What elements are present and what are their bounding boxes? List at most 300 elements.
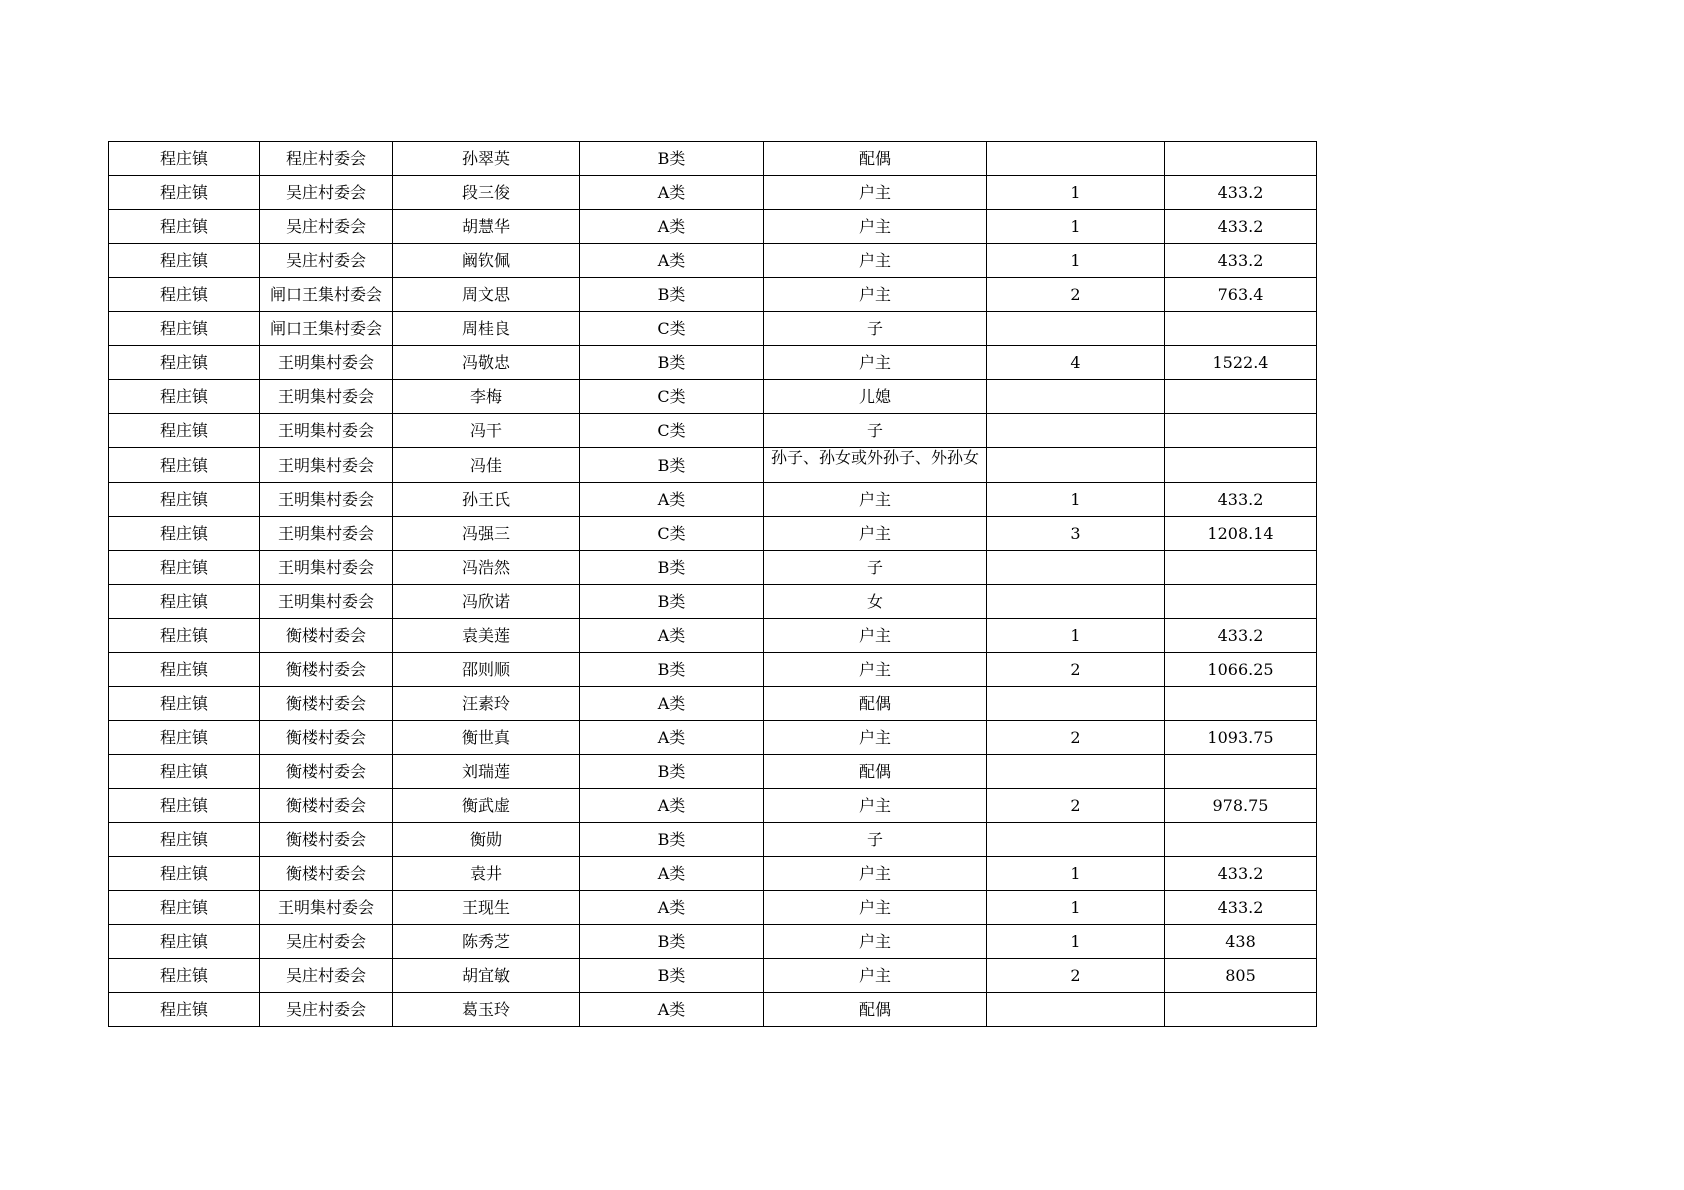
category-cell	[580, 244, 764, 278]
category-cell	[580, 959, 764, 993]
table-row	[109, 380, 1317, 414]
household-size-cell	[987, 789, 1165, 823]
town-text: 程庄镇	[159, 490, 208, 509]
relation-text: 子	[866, 830, 883, 849]
table-row	[109, 993, 1317, 1027]
household-size-text: 2	[1070, 285, 1081, 304]
amount-cell	[1165, 517, 1317, 551]
name-text: 衡世真	[461, 728, 510, 747]
name-text: 段三俊	[461, 183, 510, 202]
table-row	[109, 551, 1317, 585]
town-cell	[109, 346, 260, 380]
category-cell	[580, 585, 764, 619]
table-row	[109, 891, 1317, 925]
category-text: A类	[657, 796, 686, 815]
category-cell	[580, 789, 764, 823]
name-cell	[393, 517, 580, 551]
relation-cell	[764, 380, 987, 414]
town-cell	[109, 244, 260, 278]
name-cell	[393, 448, 580, 483]
table-row	[109, 483, 1317, 517]
amount-cell	[1165, 312, 1317, 346]
category-cell	[580, 517, 764, 551]
relation-cell	[764, 857, 987, 891]
village-cell	[260, 244, 393, 278]
village-text: 衡楼村委会	[285, 830, 366, 849]
amount-cell	[1165, 721, 1317, 755]
village-cell	[260, 993, 393, 1027]
category-cell	[580, 312, 764, 346]
relation-cell	[764, 517, 987, 551]
table-row	[109, 448, 1317, 483]
household-size-cell	[987, 210, 1165, 244]
table-row	[109, 517, 1317, 551]
name-text: 冯欣诺	[461, 592, 510, 611]
relation-text: 户主	[858, 217, 891, 236]
town-text: 程庄镇	[159, 558, 208, 577]
category-text: B类	[657, 149, 686, 168]
household-size-text: 1	[1070, 626, 1081, 645]
name-cell	[393, 176, 580, 210]
relation-cell	[764, 142, 987, 176]
name-text: 衡勋	[469, 830, 502, 849]
amount-text: 805	[1225, 966, 1256, 985]
name-cell	[393, 483, 580, 517]
household-size-cell	[987, 959, 1165, 993]
amount-text: 433.2	[1217, 898, 1264, 917]
household-size-text: 1	[1070, 490, 1081, 509]
village-cell	[260, 448, 393, 483]
amount-cell	[1165, 414, 1317, 448]
name-text: 冯浩然	[461, 558, 510, 577]
household-size-cell	[987, 483, 1165, 517]
relation-text: 配偶	[858, 694, 891, 713]
village-text: 衡楼村委会	[285, 626, 366, 645]
name-cell	[393, 721, 580, 755]
amount-cell	[1165, 380, 1317, 414]
relation-text: 户主	[858, 524, 891, 543]
village-text: 闸口王集村委会	[269, 285, 382, 304]
category-cell	[580, 891, 764, 925]
household-size-text: 1	[1070, 864, 1081, 883]
village-text: 王明集村委会	[277, 898, 374, 917]
relation-cell	[764, 789, 987, 823]
town-cell	[109, 891, 260, 925]
town-cell	[109, 925, 260, 959]
category-text: B类	[657, 455, 686, 475]
town-cell	[109, 857, 260, 891]
town-cell	[109, 721, 260, 755]
relation-cell	[764, 551, 987, 585]
name-cell	[393, 244, 580, 278]
village-text: 吴庄村委会	[285, 251, 366, 270]
amount-cell	[1165, 959, 1317, 993]
village-text: 王明集村委会	[277, 592, 374, 611]
category-text: A类	[657, 864, 686, 883]
name-text: 葛玉玲	[461, 1000, 510, 1019]
village-text: 吴庄村委会	[285, 217, 366, 236]
village-cell	[260, 823, 393, 857]
relation-text: 户主	[858, 898, 891, 917]
name-text: 冯干	[469, 421, 502, 440]
category-cell	[580, 687, 764, 721]
town-cell	[109, 993, 260, 1027]
household-size-cell	[987, 312, 1165, 346]
category-text: B类	[657, 932, 686, 951]
relation-cell	[764, 176, 987, 210]
category-cell	[580, 278, 764, 312]
name-text: 冯佳	[469, 455, 502, 475]
town-cell	[109, 448, 260, 483]
amount-cell	[1165, 142, 1317, 176]
household-size-cell	[987, 619, 1165, 653]
relation-text: 户主	[858, 660, 891, 679]
name-cell	[393, 210, 580, 244]
relation-text: 子	[866, 421, 883, 440]
relation-text: 子	[866, 319, 883, 338]
category-text: A类	[657, 898, 686, 917]
household-size-text: 1	[1070, 251, 1081, 270]
name-cell	[393, 380, 580, 414]
town-text: 程庄镇	[159, 660, 208, 679]
category-text: A类	[657, 217, 686, 236]
table-row	[109, 346, 1317, 380]
table-row	[109, 244, 1317, 278]
name-text: 陈秀芝	[461, 932, 510, 951]
village-text: 王明集村委会	[277, 387, 374, 406]
table-row	[109, 857, 1317, 891]
name-cell	[393, 789, 580, 823]
amount-text: 433.2	[1217, 217, 1264, 236]
village-text: 衡楼村委会	[285, 796, 366, 815]
category-cell	[580, 619, 764, 653]
town-text: 程庄镇	[159, 626, 208, 645]
name-cell	[393, 857, 580, 891]
category-text: A类	[657, 694, 686, 713]
town-cell	[109, 483, 260, 517]
relation-cell	[764, 483, 987, 517]
village-text: 王明集村委会	[277, 558, 374, 577]
category-text: B类	[657, 660, 686, 679]
village-cell	[260, 891, 393, 925]
town-text: 程庄镇	[159, 524, 208, 543]
town-text: 程庄镇	[159, 762, 208, 781]
relation-cell	[764, 993, 987, 1027]
name-cell	[393, 959, 580, 993]
village-text: 王明集村委会	[277, 524, 374, 543]
village-text: 王明集村委会	[277, 490, 374, 509]
household-size-cell	[987, 721, 1165, 755]
household-size-text: 2	[1070, 966, 1081, 985]
town-text: 程庄镇	[159, 592, 208, 611]
table-row	[109, 721, 1317, 755]
household-size-cell	[987, 414, 1165, 448]
town-cell	[109, 789, 260, 823]
category-cell	[580, 925, 764, 959]
household-size-cell	[987, 857, 1165, 891]
table-row	[109, 687, 1317, 721]
relation-cell	[764, 653, 987, 687]
name-cell	[393, 823, 580, 857]
relation-cell	[764, 585, 987, 619]
town-text: 程庄镇	[159, 966, 208, 985]
household-size-cell	[987, 891, 1165, 925]
town-text: 程庄镇	[159, 353, 208, 372]
amount-cell	[1165, 585, 1317, 619]
village-cell	[260, 278, 393, 312]
amount-cell	[1165, 278, 1317, 312]
village-cell	[260, 857, 393, 891]
relation-cell	[764, 959, 987, 993]
household-size-text: 3	[1070, 524, 1081, 543]
town-text: 程庄镇	[159, 251, 208, 270]
name-cell	[393, 312, 580, 346]
village-text: 衡楼村委会	[285, 864, 366, 883]
household-size-cell	[987, 551, 1165, 585]
category-text: A类	[657, 490, 686, 509]
village-cell	[260, 176, 393, 210]
name-cell	[393, 687, 580, 721]
name-cell	[393, 278, 580, 312]
household-size-text: 2	[1070, 728, 1081, 747]
village-text: 程庄村委会	[285, 149, 366, 168]
name-cell	[393, 585, 580, 619]
category-cell	[580, 176, 764, 210]
amount-text: 763.4	[1217, 285, 1264, 304]
amount-text: 433.2	[1217, 626, 1264, 645]
amount-cell	[1165, 993, 1317, 1027]
amount-text: 433.2	[1217, 251, 1264, 270]
category-cell	[580, 448, 764, 483]
town-text: 程庄镇	[159, 149, 208, 168]
town-cell	[109, 755, 260, 789]
town-text: 程庄镇	[159, 898, 208, 917]
name-cell	[393, 551, 580, 585]
name-cell	[393, 142, 580, 176]
village-text: 衡楼村委会	[285, 694, 366, 713]
relation-text: 儿媳	[858, 387, 891, 406]
name-text: 袁美莲	[461, 626, 510, 645]
amount-text: 433.2	[1217, 864, 1264, 883]
relation-text: 户主	[858, 183, 891, 202]
town-cell	[109, 210, 260, 244]
household-size-text: 1	[1070, 932, 1081, 951]
amount-cell	[1165, 891, 1317, 925]
relation-text: 户主	[858, 864, 891, 883]
amount-cell	[1165, 244, 1317, 278]
amount-text: 433.2	[1217, 183, 1264, 202]
household-size-text: 2	[1070, 796, 1081, 815]
category-cell	[580, 346, 764, 380]
town-text: 程庄镇	[159, 319, 208, 338]
category-cell	[580, 210, 764, 244]
town-cell	[109, 959, 260, 993]
table-row	[109, 755, 1317, 789]
town-text: 程庄镇	[159, 285, 208, 304]
name-text: 邵则顺	[461, 660, 510, 679]
village-cell	[260, 483, 393, 517]
amount-cell	[1165, 483, 1317, 517]
relation-cell	[764, 687, 987, 721]
relation-text: 配偶	[858, 1000, 891, 1019]
household-size-cell	[987, 448, 1165, 483]
amount-cell	[1165, 176, 1317, 210]
name-cell	[393, 653, 580, 687]
town-text: 程庄镇	[159, 455, 208, 475]
relation-text: 女	[866, 592, 883, 611]
relation-text: 户主	[858, 796, 891, 815]
category-text: B类	[657, 353, 686, 372]
name-cell	[393, 346, 580, 380]
relation-text: 户主	[858, 490, 891, 509]
relation-cell	[764, 278, 987, 312]
category-text: A类	[657, 251, 686, 270]
village-cell	[260, 210, 393, 244]
amount-text: 1066.25	[1207, 660, 1274, 679]
household-size-cell	[987, 380, 1165, 414]
village-cell	[260, 312, 393, 346]
household-size-text: 1	[1070, 898, 1081, 917]
village-text: 吴庄村委会	[285, 1000, 366, 1019]
village-cell	[260, 721, 393, 755]
table-row	[109, 653, 1317, 687]
category-text: C类	[657, 421, 686, 440]
category-text: A类	[657, 728, 686, 747]
household-size-cell	[987, 755, 1165, 789]
category-cell	[580, 380, 764, 414]
town-text: 程庄镇	[159, 728, 208, 747]
village-text: 王明集村委会	[277, 421, 374, 440]
name-cell	[393, 993, 580, 1027]
relation-text: 户主	[858, 285, 891, 304]
category-cell	[580, 721, 764, 755]
name-text: 李梅	[469, 387, 502, 406]
amount-cell	[1165, 789, 1317, 823]
relation-cell	[764, 448, 987, 483]
village-text: 王明集村委会	[277, 455, 374, 475]
town-cell	[109, 278, 260, 312]
town-cell	[109, 585, 260, 619]
village-text: 闸口王集村委会	[269, 319, 382, 338]
town-text: 程庄镇	[159, 830, 208, 849]
village-cell	[260, 517, 393, 551]
household-size-cell	[987, 653, 1165, 687]
category-text: B类	[657, 592, 686, 611]
village-cell	[260, 414, 393, 448]
village-text: 吴庄村委会	[285, 966, 366, 985]
village-cell	[260, 925, 393, 959]
name-text: 孙翠英	[461, 149, 510, 168]
table-row	[109, 176, 1317, 210]
village-cell	[260, 755, 393, 789]
category-text: B类	[657, 966, 686, 985]
category-text: A类	[657, 183, 686, 202]
relation-text: 户主	[858, 966, 891, 985]
name-text: 衡武虚	[461, 796, 510, 815]
household-size-cell	[987, 176, 1165, 210]
relation-cell	[764, 244, 987, 278]
household-size-text: 1	[1070, 183, 1081, 202]
town-cell	[109, 653, 260, 687]
category-text: B类	[657, 830, 686, 849]
town-cell	[109, 687, 260, 721]
town-cell	[109, 176, 260, 210]
amount-cell	[1165, 346, 1317, 380]
town-cell	[109, 142, 260, 176]
relation-cell	[764, 414, 987, 448]
village-cell	[260, 653, 393, 687]
name-text: 袁井	[469, 864, 502, 883]
relation-cell	[764, 619, 987, 653]
amount-text: 978.75	[1212, 796, 1269, 815]
relation-text: 户主	[858, 353, 891, 372]
village-text: 衡楼村委会	[285, 762, 366, 781]
village-cell	[260, 585, 393, 619]
category-cell	[580, 993, 764, 1027]
name-text: 周桂良	[461, 319, 510, 338]
village-cell	[260, 619, 393, 653]
town-text: 程庄镇	[159, 183, 208, 202]
table-row	[109, 278, 1317, 312]
relation-cell	[764, 312, 987, 346]
town-text: 程庄镇	[159, 217, 208, 236]
town-cell	[109, 551, 260, 585]
village-text: 衡楼村委会	[285, 728, 366, 747]
table-row	[109, 959, 1317, 993]
village-text: 衡楼村委会	[285, 660, 366, 679]
category-cell	[580, 551, 764, 585]
table-row	[109, 142, 1317, 176]
town-text: 程庄镇	[159, 694, 208, 713]
relation-cell	[764, 210, 987, 244]
village-cell	[260, 959, 393, 993]
amount-cell	[1165, 551, 1317, 585]
relation-text: 子	[866, 558, 883, 577]
table-row	[109, 210, 1317, 244]
relation-text: 配偶	[858, 149, 891, 168]
town-text: 程庄镇	[159, 864, 208, 883]
category-text: C类	[657, 319, 686, 338]
household-size-cell	[987, 687, 1165, 721]
name-cell	[393, 925, 580, 959]
relation-cell	[764, 823, 987, 857]
household-size-cell	[987, 925, 1165, 959]
category-text: A类	[657, 626, 686, 645]
category-text: B类	[657, 558, 686, 577]
name-text: 刘瑞莲	[461, 762, 510, 781]
relation-cell	[764, 891, 987, 925]
data-table	[108, 141, 1317, 1027]
relation-text: 户主	[858, 251, 891, 270]
amount-cell	[1165, 687, 1317, 721]
name-cell	[393, 755, 580, 789]
village-text: 王明集村委会	[277, 353, 374, 372]
name-text: 胡宜敏	[461, 966, 510, 985]
town-cell	[109, 380, 260, 414]
amount-cell	[1165, 619, 1317, 653]
relation-text: 户主	[858, 626, 891, 645]
relation-cell	[764, 346, 987, 380]
town-cell	[109, 414, 260, 448]
name-text: 孙王氏	[461, 490, 510, 509]
town-cell	[109, 312, 260, 346]
amount-cell	[1165, 823, 1317, 857]
amount-text: 1522.4	[1212, 353, 1269, 372]
amount-cell	[1165, 925, 1317, 959]
household-size-cell	[987, 823, 1165, 857]
name-text: 周文思	[461, 285, 510, 304]
table-row	[109, 925, 1317, 959]
